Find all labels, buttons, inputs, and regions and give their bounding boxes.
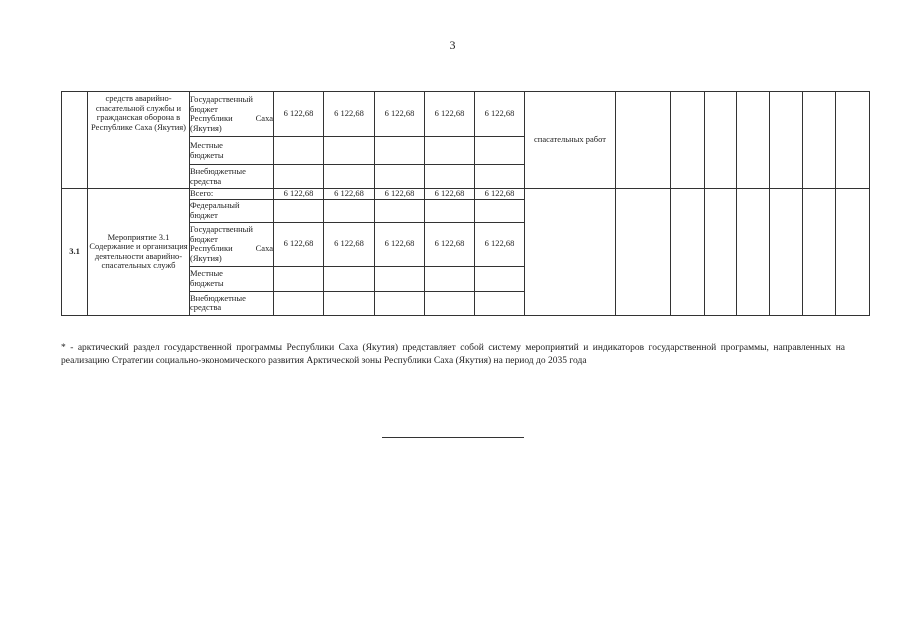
amount-cell	[274, 137, 324, 165]
amount-cell	[425, 266, 475, 291]
amount-cell	[324, 199, 375, 222]
amount-cell	[324, 165, 375, 189]
indicator-cell	[836, 189, 870, 316]
row-number-cell: 3.1	[62, 189, 88, 316]
indicator-cell	[616, 189, 671, 316]
separator-line	[382, 437, 524, 438]
amount-cell	[475, 199, 525, 222]
amount-cell: 6 122,68	[375, 92, 425, 137]
amount-cell: 6 122,68	[324, 222, 375, 266]
row-number-cell	[62, 92, 88, 189]
amount-cell	[425, 165, 475, 189]
amount-cell	[324, 291, 375, 315]
amount-cell	[375, 291, 425, 315]
amount-cell: 6 122,68	[375, 222, 425, 266]
indicator-cell	[705, 92, 737, 189]
indicator-cell	[671, 189, 705, 316]
amount-cell	[375, 266, 425, 291]
amount-cell	[425, 199, 475, 222]
funding-source: Всего:	[190, 189, 274, 200]
amount-cell	[475, 291, 525, 315]
indicator-cell	[737, 92, 770, 189]
footnote: * - арктический раздел государственной программы Республики Саха (Якутия) представляет собой систему мероприятий и индикаторов государственной программы, направленных на реализацию Стратегии социально-экономического развития Арктической зоны Республики Саха (Якутия) на период до 2035 года	[61, 343, 845, 366]
program-table	[61, 91, 870, 316]
table-row	[62, 189, 870, 200]
amount-cell: 6 122,68	[274, 222, 324, 266]
funding-source: Местные бюджеты	[190, 266, 274, 291]
amount-cell	[375, 137, 425, 165]
indicator-cell	[737, 189, 770, 316]
amount-cell	[475, 266, 525, 291]
indicator-cell	[803, 92, 836, 189]
amount-cell	[274, 165, 324, 189]
amount-cell: 6 122,68	[425, 189, 475, 200]
amount-cell: 6 122,68	[475, 222, 525, 266]
amount-cell	[425, 291, 475, 315]
amount-cell	[375, 165, 425, 189]
indicator-cell	[770, 92, 803, 189]
responsible-executor: спасательных работ	[525, 92, 616, 189]
amount-cell	[274, 199, 324, 222]
amount-cell	[274, 291, 324, 315]
amount-cell: 6 122,68	[475, 189, 525, 200]
funding-source: Государственный бюджет Республики Саха (Якутия)	[190, 222, 274, 266]
page-number: 3	[449, 38, 456, 52]
indicator-cell	[616, 92, 671, 189]
indicator-cell	[803, 189, 836, 316]
amount-cell	[324, 137, 375, 165]
funding-source: Федеральный бюджет	[190, 199, 274, 222]
funding-source: Местные бюджеты	[190, 137, 274, 165]
amount-cell	[475, 165, 525, 189]
responsible-executor	[525, 189, 616, 316]
amount-cell: 6 122,68	[324, 92, 375, 137]
funding-source: Внебюджетные средства	[190, 291, 274, 315]
amount-cell	[324, 266, 375, 291]
indicator-cell	[705, 189, 737, 316]
amount-cell: 6 122,68	[425, 92, 475, 137]
activity-description: Мероприятие 3.1 Содержание и организация деятельности аварийно-спасательных служб	[88, 189, 190, 316]
table-row	[62, 92, 870, 137]
amount-cell: 6 122,68	[475, 92, 525, 137]
amount-cell	[475, 137, 525, 165]
amount-cell	[274, 266, 324, 291]
amount-cell: 6 122,68	[425, 222, 475, 266]
funding-source: Внебюджетные средства	[190, 165, 274, 189]
indicator-cell	[770, 189, 803, 316]
amount-cell: 6 122,68	[274, 92, 324, 137]
amount-cell: 6 122,68	[324, 189, 375, 200]
amount-cell	[425, 137, 475, 165]
amount-cell	[375, 199, 425, 222]
amount-cell: 6 122,68	[274, 189, 324, 200]
indicator-cell	[671, 92, 705, 189]
amount-cell: 6 122,68	[375, 189, 425, 200]
indicator-cell	[836, 92, 870, 189]
activity-description: средств аварийно-спасательной службы и гражданская оборона в Республике Саха (Якутия)	[88, 92, 190, 189]
funding-source: Государственный бюджет Республики Саха (Якутия)	[190, 92, 274, 137]
